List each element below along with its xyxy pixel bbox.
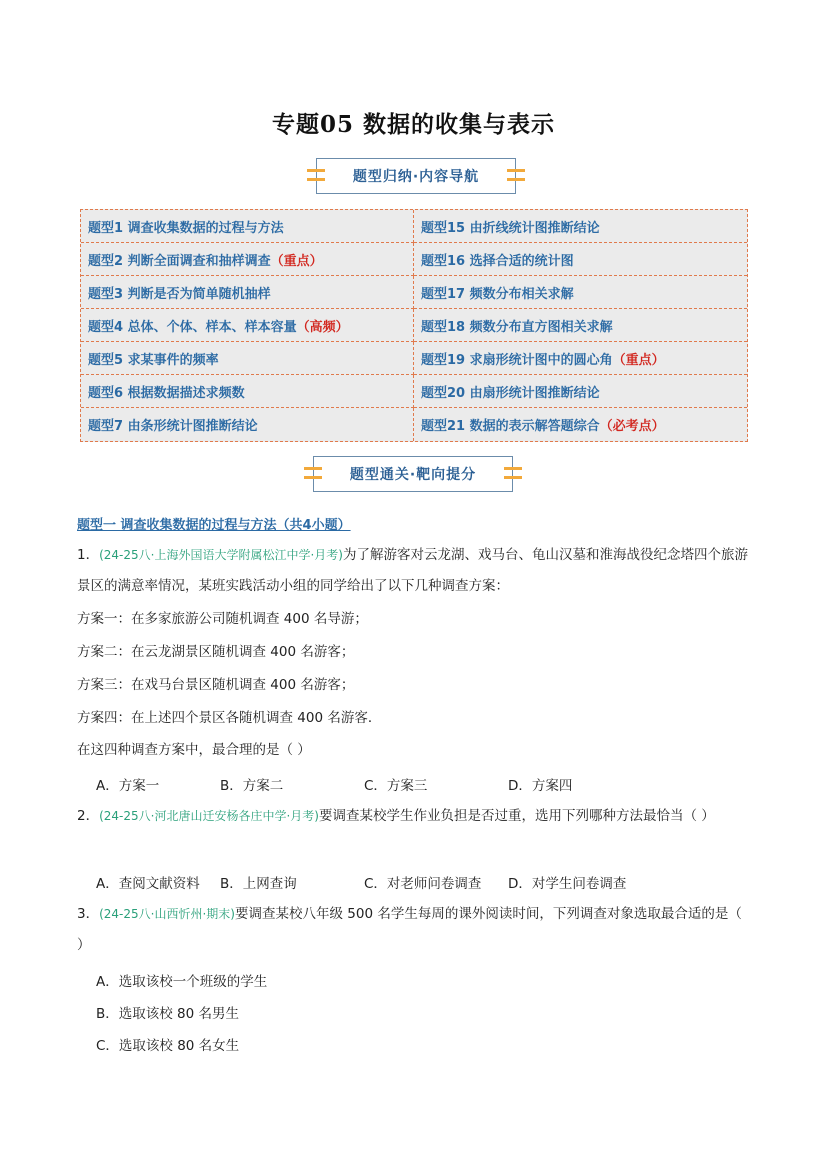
nav-item-6[interactable] <box>81 375 414 408</box>
question-3 <box>77 899 749 961</box>
nav-item-5[interactable] <box>81 342 414 375</box>
question-number: 1． <box>77 547 100 563</box>
banner-right-decoration <box>507 169 525 181</box>
question-2 <box>77 801 749 832</box>
nav-item-2[interactable] <box>81 243 414 276</box>
nav-item-21[interactable] <box>414 408 747 441</box>
nav-label: 题型1 调查收集数据的过程与方法 <box>88 220 284 236</box>
q3-option-b[interactable]: B．选取该校 80 名男生 <box>96 1006 240 1022</box>
nav-item-15[interactable] <box>414 210 747 243</box>
nav-label: 题型4 总体、个体、样本、样本容量 <box>88 319 297 335</box>
plan-2: 方案二：在云龙湖景区随机调查 400 名游客； <box>77 644 355 660</box>
q1-option-d[interactable]: D．方案四 <box>508 778 573 794</box>
nav-label: 题型18 频数分布直方图相关求解 <box>421 319 613 335</box>
nav-label: 题型16 选择合适的统计图 <box>421 253 574 269</box>
nav-item-17[interactable] <box>414 276 747 309</box>
nav-label: 题型20 由扇形统计图推断结论 <box>421 385 600 401</box>
q1-option-c[interactable]: C．方案三 <box>364 778 428 794</box>
q1-option-b[interactable]: B．方案二 <box>220 778 284 794</box>
banner-content-navigation <box>316 158 516 194</box>
nav-label: 题型19 求扇形统计图中的圆心角 <box>421 352 613 368</box>
banner-practice <box>313 456 513 492</box>
nav-item-16[interactable] <box>414 243 747 276</box>
nav-item-20[interactable] <box>414 375 747 408</box>
banner-right-decoration <box>504 467 522 479</box>
banner-left-decoration <box>307 169 325 181</box>
nav-label: 题型5 求某事件的频率 <box>88 352 219 368</box>
section-heading: 题型一 调查收集数据的过程与方法（共4小题） <box>77 518 351 533</box>
nav-item-18[interactable] <box>414 309 747 342</box>
topic-navigation-table <box>80 209 748 442</box>
nav-item-4[interactable] <box>81 309 414 342</box>
nav-label: 题型15 由折线统计图推断结论 <box>421 220 600 236</box>
nav-label: 题型7 由条形统计图推断结论 <box>88 419 258 434</box>
q1-option-a[interactable]: A．方案一 <box>96 778 160 794</box>
banner-label: 题型通关·靶向提分 <box>349 467 477 483</box>
q3-option-a[interactable]: A．选取该校一个班级的学生 <box>96 974 268 990</box>
nav-label: 题型6 根据数据描述求频数 <box>88 385 245 401</box>
nav-label: 题型17 频数分布相关求解 <box>421 286 574 302</box>
question-number: 2． <box>77 808 100 824</box>
q2-option-c[interactable]: C．对老师问卷调查 <box>364 876 482 892</box>
question-1 <box>77 540 749 602</box>
nav-tag: （重点） <box>612 352 665 368</box>
plan-4: 方案四：在上述四个景区各随机调查 400 名游客． <box>77 710 382 726</box>
nav-item-1[interactable] <box>81 210 414 243</box>
q3-option-c[interactable]: C．选取该校 80 名女生 <box>96 1038 240 1054</box>
question-text: 要调查某校学生作业负担是否过重，选用下列哪种方法最恰当（ ） <box>318 808 715 824</box>
nav-tag: （重点） <box>270 253 323 269</box>
nav-item-3[interactable] <box>81 276 414 309</box>
plan-1: 方案一：在多家旅游公司随机调查 400 名导游； <box>77 611 368 627</box>
question-number: 3． <box>77 906 100 922</box>
question-1-ask: 在这四种调查方案中，最合理的是（ ） <box>77 742 311 758</box>
question-source: (24-25八·河北唐山迁安杨各庄中学·月考) <box>99 809 319 823</box>
banner-label: 题型归纳·内容导航 <box>352 169 480 185</box>
q2-option-a[interactable]: A．查阅文献资料 <box>96 876 200 892</box>
nav-item-7[interactable] <box>81 408 414 441</box>
nav-tag: （高频） <box>296 319 349 335</box>
question-text: 要调查某校八年级 500 名学生每周的课外阅读时间，下列调查对象选取最合适的是（ ） <box>77 906 742 953</box>
nav-item-19[interactable] <box>414 342 747 375</box>
q2-option-b[interactable]: B．上网查询 <box>220 876 297 892</box>
q2-option-d[interactable]: D．对学生问卷调查 <box>508 876 627 892</box>
question-text: 为了解游客对云龙湖、戏马台、龟山汉墓和淮海战役纪念塔四个旅游景区的满意率情况，某班实践活动小组的同学给出了以下几种调查方案： <box>77 547 748 594</box>
nav-label: 题型3 判断是否为简单随机抽样 <box>88 286 271 302</box>
question-source: (24-25八·上海外国语大学附属松江中学·月考) <box>99 548 343 562</box>
nav-label: 题型21 数据的表示解答题综合 <box>421 419 600 434</box>
page-title: 专题05 数据的收集与表示 <box>271 111 555 138</box>
nav-label: 题型2 判断全面调查和抽样调查 <box>88 253 271 269</box>
plan-3: 方案三：在戏马台景区随机调查 400 名游客； <box>77 677 355 693</box>
banner-left-decoration <box>304 467 322 479</box>
nav-tag: （必考点） <box>599 419 665 434</box>
question-source: (24-25八·山西忻州·期末) <box>99 907 235 921</box>
